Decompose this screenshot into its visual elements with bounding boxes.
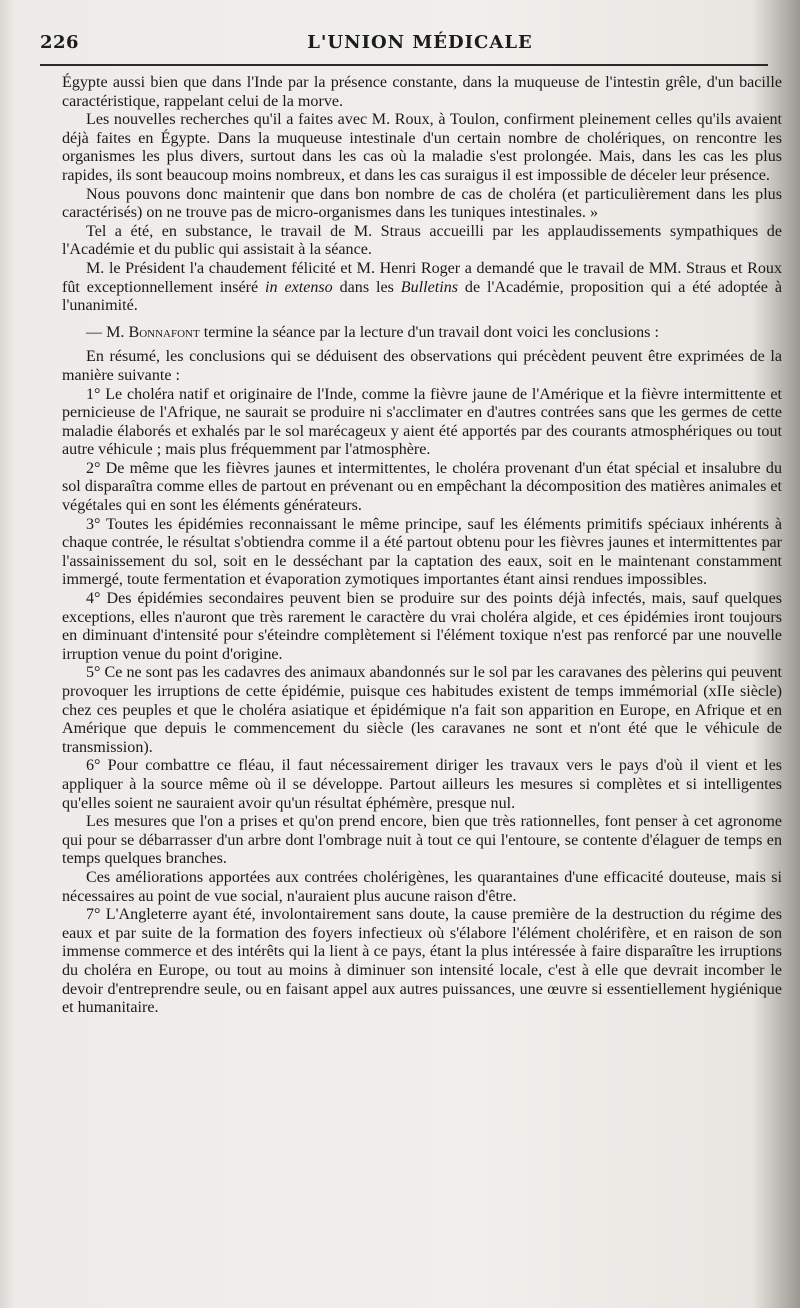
italic-phrase: in extenso [265, 278, 333, 296]
text-run: M. le Président l'a chaudement félicité et M. Henri Roger a demandé que le travail de MM. Straus et Roux fût exceptionnellement inséré [62, 259, 782, 296]
conclusion-3: 3° Toutes les épidémies reconnaissant le même principe, sauf les éléments primitifs spéciaux inhérents à chaque contrée, le résultat s'obtiendra comme il a été partout obtenu pour les fièvres jaunes et intermittentes par l'assainissement du sol, soit en le desséchant par la captation des eaux, soit en le maintenant constamment immergé, toute fermentation et évaporation zymotiques importantes étant ainsi rendues impossibles. [62, 515, 782, 589]
body-text [62, 74, 782, 1018]
text-run: — M. [86, 323, 129, 341]
paragraph: Les mesures que l'on a prises et qu'on prend encore, bien que très rationnelles, font penser à cet agronome qui pour se débarrasser d'un arbre dont l'ombrage nuit à tout ce qui l'entoure, se contente d'élaguer de temps en temps quelques branches. [62, 813, 782, 868]
conclusion-1: 1° Le choléra natif et originaire de l'Inde, comme la fièvre jaune de l'Amérique et la fièvre intermittente et pernicieuse de l'Afrique, ne saurait se produire ni s'acclimater en d'autres contrées sans que les germes de cette maladie élaborés et exhalés par le sol marécageux y aient été apportés par des courants atmosphériques ou tout autre véhicule ; mais plus fréquemment par l'atmosphère. [62, 385, 782, 459]
conclusion-7: 7° L'Angleterre ayant été, involontairement sans doute, la cause première de la destruction du régime des eaux et par suite de la formation des foyers infectieux où s'élabore l'élément cholérifère, et en raison de son immense commerce et des intérêts qui la lient à ce pays, étant la plus intéressée à faire disparaître les irruptions du choléra en Europe, ou tout au moins à diminuer son intensité locale, c'est à elle que devrait incomber le devoir d'entreprendre seule, ou en faisant appel aux autres puissances, une œuvre si essentiellement hygiénique et humanitaire. [62, 906, 782, 1017]
paragraph: En résumé, les conclusions qui se déduisent des observations qui précèdent peuvent être exprimées de la manière suivante : [62, 348, 782, 384]
italic-phrase: Bulletins [400, 278, 459, 296]
paragraph: Égypte aussi bien que dans l'Inde par la présence constante, dans la muqueuse de l'intestin grêle, d'un bacille caractéristique, rappelant celui de la morve. [62, 74, 782, 110]
page-header [40, 32, 760, 60]
paragraph [62, 324, 782, 343]
paragraph: Nous pouvons donc maintenir que dans bon nombre de cas de choléra (et particulièrement dans les plus caractérisés) on ne trouve pas de micro-organismes dans les tuniques intestinales. » [62, 185, 782, 222]
page-number: 226 [40, 32, 80, 53]
paragraph: Ces améliorations apportées aux contrées cholérigènes, les quarantaines d'une efficacité douteuse, mais si nécessaires au point de vue social, n'auraient plus aucune raison d'être. [62, 868, 782, 905]
header-rule [40, 64, 768, 66]
conclusion-2: 2° De même que les fièvres jaunes et intermittentes, le choléra provenant d'un état spécial et insalubre du sol disparaîtra comme elles de partout en prévenant ou en empêchant la décomposition des matières animales et végétales qui en sont les éléments générateurs. [62, 459, 782, 515]
paragraph: Les nouvelles recherches qu'il a faites avec M. Roux, à Toulon, confirment pleinement celles qu'ils avaient déjà faites en Égypte. Dans la muqueuse intestinale d'un certain nombre de cholériques, on rencontre les organismes les plus divers, surtout dans les cas où la maladie s'est prolongée. Mais, dans les cas les plus rapides, ils sont beaucoup moins nombreux, et dans les cas suraigus il est impossible de déceler leur présence. [62, 111, 782, 184]
conclusion-6: 6° Pour combattre ce fléau, il faut nécessairement diriger les travaux vers le pays d'où il vient et les appliquer à la source même où il se développe. Partout ailleurs les mesures si complètes et si intelligentes qu'elles soient ne sauraient avoir qu'un résultat éphémère, presque nul. [62, 757, 782, 812]
paragraph [62, 260, 782, 316]
paragraph: Tel a été, en substance, le travail de M. Straus accueilli par les applaudissements sympathiques de l'Académie et du public qui assistait à la séance. [62, 222, 782, 259]
text-run: dans les [332, 278, 401, 296]
author-name: Bonnafont [128, 323, 200, 341]
conclusion-4: 4° Des épidémies secondaires peuvent bien se produire sur des points déjà infectés, mais, sauf quelques exceptions, elles n'auront que très rarement le caractère du vrai choléra algide, et ces épidémies iront toujours en diminuant d'intensité pour s'éteindre complètement si l'élément toxique n'est pas renforcé par une nouvelle irruption venue du point d'origine. [62, 590, 782, 663]
text-run: de l'Académie, proposition qui a été adoptée à l'unanimité. [62, 278, 782, 315]
running-title: L'UNION MÉDICALE [307, 32, 533, 53]
text-run: termine la séance par la lecture d'un travail dont voici les conclusions : [199, 323, 659, 341]
conclusion-5: 5° Ce ne sont pas les cadavres des animaux abandonnés sur le sol par les caravanes des pèlerins qui peuvent provoquer les irruptions de cette épidémie, puisque ces habitudes existent de temps immémorial (xIIe siècle) chez ces peuples et que le choléra asiatique et épidémique n'a fait son apparition en Europe, en Afrique et en Amérique que depuis le commencement du siècle (les caravanes ne sont et n'ont été que le véhicule de transmission). [62, 664, 782, 756]
